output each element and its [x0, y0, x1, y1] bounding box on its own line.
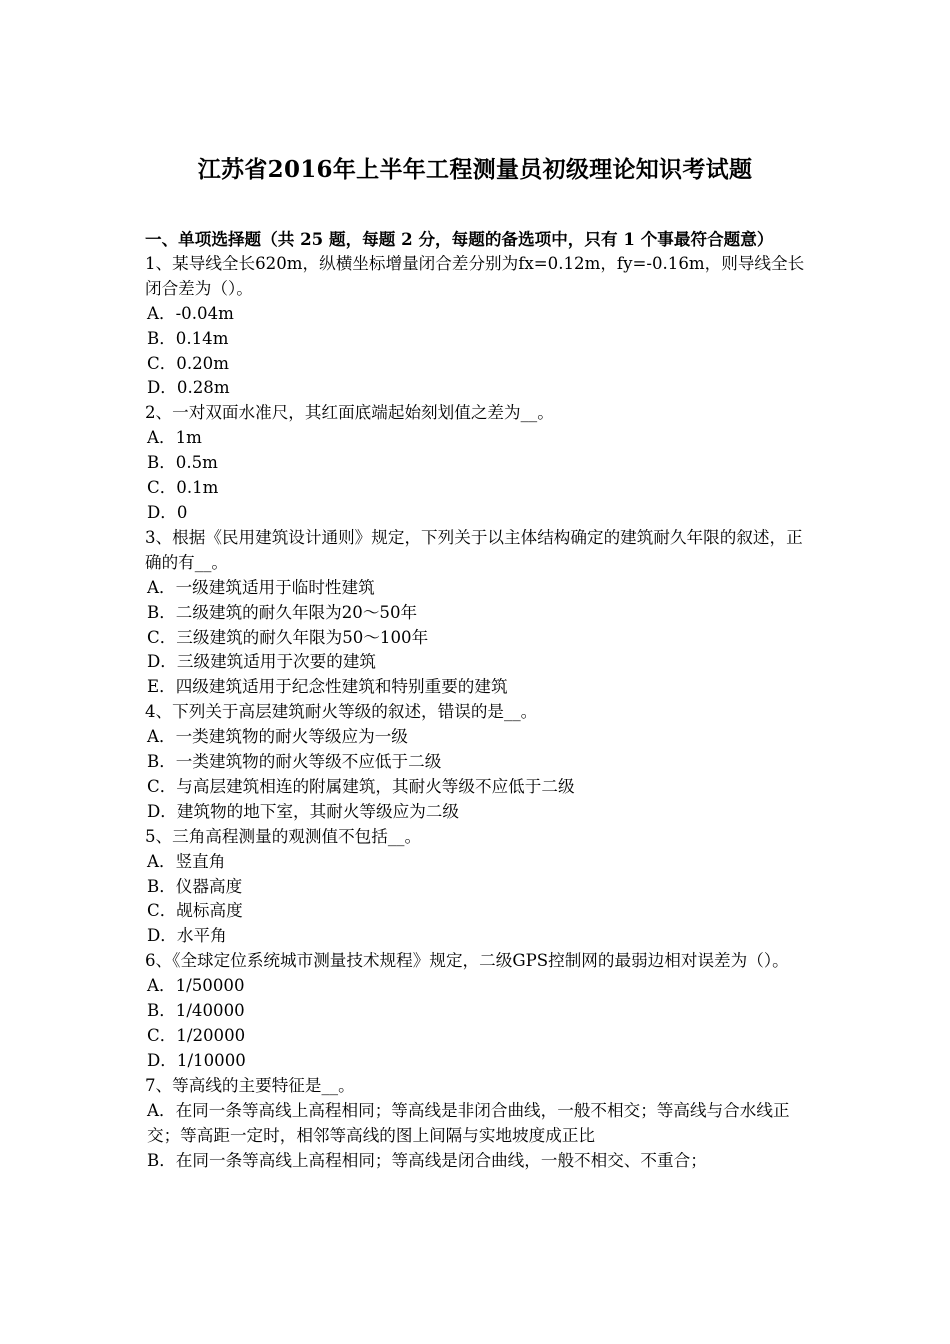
document-body — [145, 227, 810, 1173]
question-stem: 5、三角高程测量的观测值不包括__。 — [145, 826, 422, 846]
question-2 — [145, 401, 810, 526]
option-c: C．与高层建筑相连的附属建筑，其耐火等级不应低于二级 — [147, 776, 575, 796]
option-d: D．水平角 — [147, 926, 227, 946]
question-4 — [145, 700, 810, 825]
question-stem: 2、一对双面水准尺，其红面底端起始刻划值之差为__。 — [145, 403, 554, 423]
option-a: A．一级建筑适用于临时性建筑 — [147, 577, 375, 597]
option-c: C．1/20000 — [147, 1026, 246, 1045]
question-3 — [145, 526, 810, 700]
question-stem: 3、根据《民用建筑设计通则》规定，下列关于以主体结构确定的建筑耐久年限的叙述，正确的有__。 — [145, 527, 803, 572]
option-a: A．-0.04m — [147, 303, 234, 323]
option-b: B．0.5m — [147, 453, 218, 473]
option-b: B．在同一条等高线上高程相同；等高线是闭合曲线，一般不相交、不重合； — [147, 1150, 707, 1170]
option-e: E．四级建筑适用于纪念性建筑和特别重要的建筑 — [147, 677, 508, 697]
option-d: D．0 — [147, 502, 188, 522]
option-c: C．三级建筑的耐久年限为50～100年 — [147, 627, 429, 647]
option-a: A．竖直角 — [147, 851, 226, 871]
option-c: C．0.1m — [147, 478, 219, 498]
question-stem: 1、某导线全长620m，纵横坐标增量闭合差分别为fx=0.12m，fy=-0.16m，则导线全长闭合差为（）。 — [145, 253, 805, 298]
option-b: B．0.14m — [147, 328, 229, 348]
option-d: D．三级建筑适用于次要的建筑 — [147, 652, 377, 672]
option-b: B．仪器高度 — [147, 876, 243, 896]
option-b: B．二级建筑的耐久年限为20～50年 — [147, 602, 418, 622]
page-title: 江苏省2016年上半年工程测量员初级理论知识考试题 — [197, 156, 753, 183]
option-d: D．0.28m — [147, 378, 230, 398]
question-stem: 6、《全球定位系统城市测量技术规程》规定，二级GPS控制网的最弱边相对误差为（）。 — [145, 951, 789, 971]
question-5 — [145, 825, 810, 950]
option-a: A．1m — [147, 428, 202, 448]
option-b: B．1/40000 — [147, 1001, 245, 1021]
question-stem: 7、等高线的主要特征是__。 — [145, 1075, 355, 1095]
section-heading: 一、单项选择题（共 25 题，每题 2 分，每题的备选项中，只有 1 个事最符合题意） — [145, 229, 774, 249]
option-c: C．0.20m — [147, 353, 229, 373]
option-d: D．建筑物的地下室，其耐火等级应为二级 — [147, 801, 459, 821]
option-b: B．一类建筑物的耐火等级不应低于二级 — [147, 752, 442, 772]
question-7 — [145, 1074, 810, 1174]
question-1 — [145, 252, 810, 401]
question-6 — [145, 949, 810, 1074]
option-a: A．一类建筑物的耐火等级应为一级 — [147, 727, 408, 747]
option-c: C．觇标高度 — [147, 901, 243, 921]
option-a: A．1/50000 — [147, 976, 245, 996]
question-stem: 4、下列关于高层建筑耐火等级的叙述，错误的是__。 — [145, 702, 538, 722]
option-a: A．在同一条等高线上高程相同；等高线是非闭合曲线，一般不相交；等高线与合水线正交；等高距一定时，相邻等高线的图上间隔与实地坡度成正比 — [147, 1100, 790, 1145]
option-d: D．1/10000 — [147, 1050, 246, 1070]
